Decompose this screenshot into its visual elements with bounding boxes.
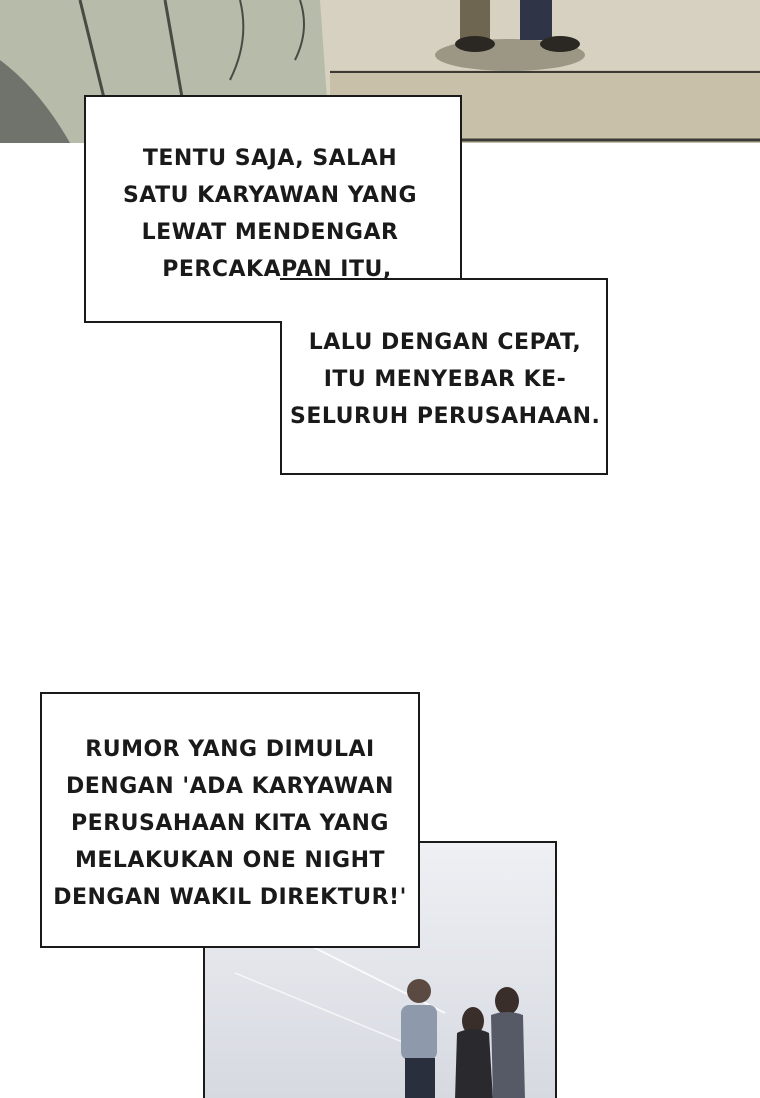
caption-line: PERCAKAPAN ITU, bbox=[162, 257, 392, 282]
caption-line: ITU MENYEBAR KE- bbox=[323, 367, 567, 392]
caption-line: DENGAN WAKIL DIREKTUR!' bbox=[53, 885, 407, 910]
caption-line: DENGAN 'ADA KARYAWAN bbox=[66, 774, 394, 799]
caption-text-3 bbox=[50, 731, 410, 916]
caption-line: SATU KARYAWAN YANG bbox=[122, 183, 418, 208]
caption-line: LEWAT MENDENGAR bbox=[141, 220, 399, 245]
caption-line: RUMOR YANG DIMULAI bbox=[85, 737, 375, 762]
caption-text-2 bbox=[290, 324, 600, 435]
caption-line: MELAKUKAN ONE NIGHT bbox=[74, 848, 385, 873]
caption-text-1 bbox=[100, 140, 440, 288]
caption-line: SELURUH PERUSAHAAN. bbox=[290, 404, 601, 429]
caption-line: LALU DENGAN CEPAT, bbox=[308, 330, 582, 355]
caption-line: PERUSAHAAN KITA YANG bbox=[71, 811, 389, 836]
caption-line: TENTU SAJA, SALAH bbox=[142, 146, 398, 171]
